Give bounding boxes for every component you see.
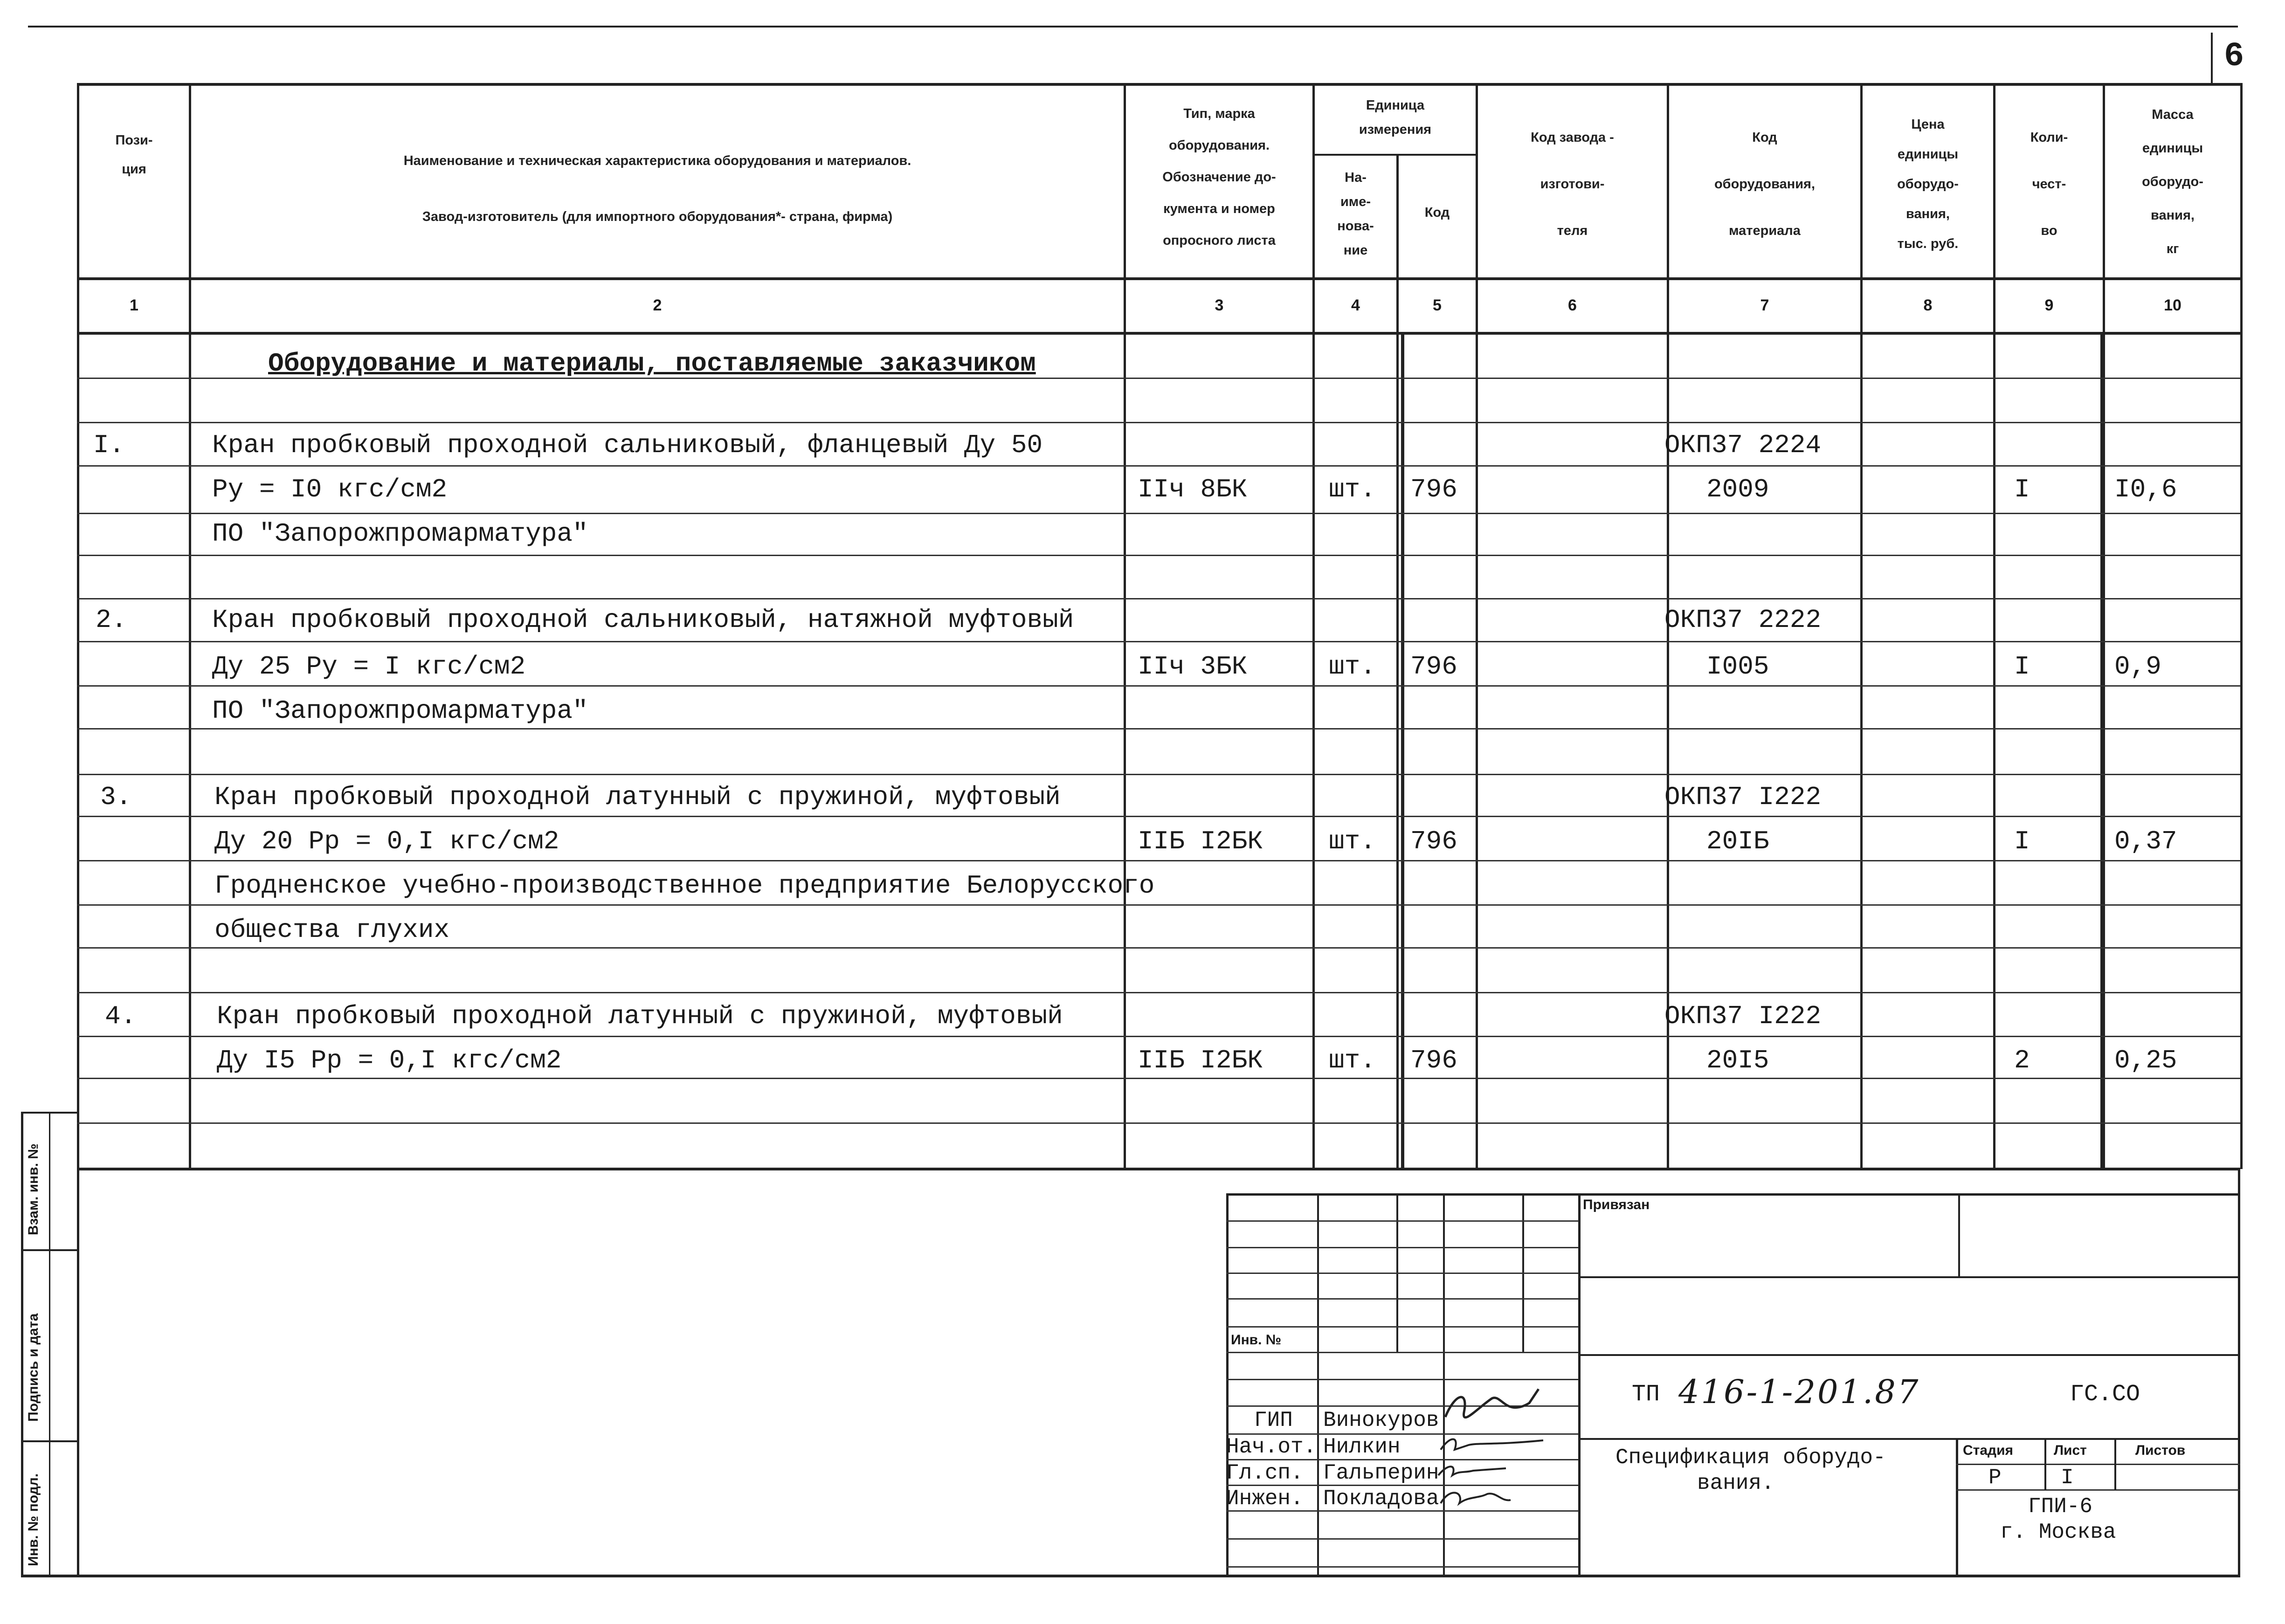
header-col3-line5: опросного листа bbox=[1163, 233, 1276, 248]
item2-name-line3: ПО "Запорожпромарматура" bbox=[212, 696, 588, 726]
header-col4-line2: имe- bbox=[1340, 194, 1371, 209]
header-col4-line3: нова- bbox=[1337, 219, 1374, 234]
header-col10 bbox=[2105, 98, 2240, 266]
header-col10-line1: Масса bbox=[2152, 107, 2194, 122]
header-col8-line3: оборудо- bbox=[1897, 177, 1959, 192]
row-line bbox=[77, 904, 2240, 906]
tb-row bbox=[1226, 1247, 1578, 1248]
side-stamp-line bbox=[21, 1575, 2240, 1577]
colnum-bottom-border bbox=[77, 332, 2240, 335]
item4-unit: шт. bbox=[1329, 1046, 1376, 1075]
tb-row bbox=[1226, 1352, 1578, 1353]
header-col8-line5: тыс. руб. bbox=[1897, 236, 1959, 251]
header-col8-line4: вания, bbox=[1906, 206, 1950, 221]
col-line-10 bbox=[2240, 83, 2243, 1169]
tb-code-bottom bbox=[1578, 1438, 2240, 1440]
header-col6 bbox=[1478, 114, 1667, 254]
item4-pos: 4. bbox=[105, 1001, 137, 1031]
section-title: Оборудование и материалы, поставляемые заказчиком bbox=[268, 349, 1036, 378]
unit-subheader-line bbox=[1312, 154, 1476, 156]
colnum-8: 8 bbox=[1923, 296, 1933, 314]
header-col4-line4: ние bbox=[1343, 243, 1368, 258]
header-bottom-border bbox=[77, 277, 2240, 280]
page-number-box-left bbox=[2211, 33, 2213, 84]
header-col6-line3: теля bbox=[1557, 223, 1588, 238]
side-stamp-mid bbox=[49, 1112, 50, 1576]
tb-row bbox=[1226, 1326, 1578, 1328]
item1-unit: шт. bbox=[1329, 475, 1376, 504]
colnum-2: 2 bbox=[653, 296, 662, 314]
header-col4 bbox=[1315, 165, 1396, 262]
signature-1 bbox=[1445, 1389, 1539, 1418]
header-col8-line2: единицы bbox=[1897, 147, 1959, 162]
item2-pos: 2. bbox=[96, 605, 127, 635]
signature-4 bbox=[1441, 1493, 1511, 1503]
item2-name-line2: Ду 25 Ру = I кгс/см2 bbox=[212, 652, 526, 681]
header-col2 bbox=[191, 133, 1124, 245]
item1-unit-code: 796 bbox=[1410, 475, 1457, 504]
tb-role-gip: ГИП bbox=[1254, 1408, 1293, 1432]
header-col9-line3: во bbox=[2041, 223, 2057, 238]
tb-top bbox=[1226, 1193, 2240, 1196]
tb-name-1: Винокуров bbox=[1323, 1408, 1439, 1432]
tb-stage-left bbox=[1956, 1438, 1958, 1576]
item4-name-line2: Ду I5 Рр = 0,I кгс/см2 bbox=[217, 1046, 562, 1075]
row-line bbox=[77, 555, 2240, 556]
header-col10-line2: единицы bbox=[2142, 141, 2203, 156]
colnum-9: 9 bbox=[2044, 296, 2054, 314]
tb-name-3: Гальперин bbox=[1323, 1461, 1439, 1485]
row-line bbox=[77, 685, 2240, 687]
item1-type: IIч 8БК bbox=[1138, 475, 1248, 504]
item4-type: IIБ I2БК bbox=[1138, 1046, 1263, 1075]
header-col1-line1: Пози- bbox=[115, 133, 153, 148]
signature-3 bbox=[1438, 1466, 1506, 1475]
tb-org-line1: ГПИ-6 bbox=[2028, 1494, 2093, 1519]
item1-name-line1: Кран пробковый проходной сальниковый, фланцевый Ду 50 bbox=[212, 430, 1043, 460]
col-line-1 bbox=[189, 83, 191, 1169]
header-col6-line2: изготови- bbox=[1540, 177, 1605, 192]
side-vzam-inv: Взам. инв. № bbox=[26, 1143, 41, 1235]
tb-name-2: Нилкин bbox=[1323, 1435, 1401, 1459]
item3-name-line4: общества глухих bbox=[214, 915, 450, 945]
tb-sheet-value: I bbox=[2061, 1466, 2074, 1490]
item3-type: IIБ I2БК bbox=[1138, 826, 1263, 856]
tb-stage-value: Р bbox=[1988, 1466, 2002, 1490]
tb-role-nach: Нач.от. bbox=[1226, 1435, 1317, 1459]
table-top-border bbox=[77, 83, 2240, 86]
tb-doc-code-hand: 416-1-201.87 bbox=[1678, 1373, 1920, 1411]
item2-mass: 0,9 bbox=[2114, 652, 2161, 681]
header-col10-line4: вания, bbox=[2151, 208, 2195, 223]
tb-sheets-label: Листов bbox=[2135, 1443, 2186, 1458]
header-col2-line2: Завод-изготовитель (для импортного оборудования*- страна, фирма) bbox=[422, 209, 893, 224]
row-line bbox=[77, 992, 2240, 993]
item1-name-line3: ПО "Запорожпромарматура" bbox=[212, 519, 588, 549]
row-line bbox=[77, 598, 2240, 599]
item4-unit-code: 796 bbox=[1410, 1046, 1457, 1075]
item3-code-line2: 20IБ bbox=[1706, 826, 1769, 856]
tb-name-4: Покладова bbox=[1323, 1486, 1439, 1511]
row-line bbox=[77, 513, 2240, 514]
item3-pos: 3. bbox=[100, 782, 132, 812]
row-line bbox=[77, 1036, 2240, 1037]
item3-name-line1: Кран пробковый проходной латунный с пружиной, муфтовый bbox=[214, 782, 1061, 812]
row-line bbox=[77, 422, 2240, 423]
row-line bbox=[77, 465, 2240, 467]
header-col3-line2: оборудования. bbox=[1168, 138, 1270, 153]
item4-qty: 2 bbox=[2014, 1046, 2030, 1075]
row-line bbox=[77, 860, 2240, 861]
row-line bbox=[77, 728, 2240, 729]
tb-privyazan: Привязан bbox=[1583, 1197, 1650, 1212]
tb-col-e bbox=[1578, 1193, 1581, 1576]
item3-code-line1: ОКП37 I222 bbox=[1664, 782, 1822, 812]
colnum-5: 5 bbox=[1433, 296, 1442, 314]
tb-doc-code: ТП bbox=[1632, 1381, 1660, 1408]
row-line bbox=[77, 774, 2240, 775]
item2-qty: I bbox=[2014, 652, 2030, 681]
item4-code-line2: 20I5 bbox=[1706, 1046, 1769, 1075]
item3-mass: 0,37 bbox=[2114, 826, 2177, 856]
tb-sheet-label: Лист bbox=[2054, 1443, 2087, 1458]
header-col8 bbox=[1863, 110, 1993, 259]
header-col9 bbox=[1995, 114, 2103, 254]
signature-2 bbox=[1441, 1439, 1543, 1450]
page-number: 6 bbox=[2224, 37, 2244, 76]
tb-privyazan-bottom bbox=[1578, 1276, 2240, 1278]
tb-row bbox=[1226, 1220, 1578, 1222]
header-col7-line1: Код bbox=[1752, 130, 1777, 145]
tb-stage-col1 bbox=[2044, 1438, 2046, 1490]
colnum-4: 4 bbox=[1351, 296, 1360, 314]
header-col9-line2: чест- bbox=[2032, 177, 2066, 192]
item3-unit: шт. bbox=[1329, 826, 1376, 856]
item1-code-line2: 2009 bbox=[1706, 475, 1769, 504]
header-col9-line1: Коли- bbox=[2030, 130, 2068, 145]
item4-code-line1: ОКП37 I222 bbox=[1664, 1001, 1822, 1031]
tb-inv-no: Инв. № bbox=[1231, 1332, 1282, 1348]
header-col10-line3: оборудо- bbox=[2142, 174, 2203, 189]
tb-left bbox=[1226, 1193, 1229, 1576]
row-line bbox=[77, 1078, 2240, 1079]
signatures bbox=[1436, 1380, 1576, 1524]
header-unit-group bbox=[1315, 93, 1476, 142]
tb-row bbox=[1226, 1273, 1578, 1274]
tb-col-a bbox=[1317, 1193, 1319, 1576]
item2-code-line1: ОКП37 2222 bbox=[1664, 605, 1822, 635]
row-line bbox=[77, 947, 2240, 949]
item2-unit-code: 796 bbox=[1410, 652, 1457, 681]
item3-name-line2: Ду 20 Рр = 0,I кгс/см2 bbox=[214, 826, 559, 856]
item3-name-line3: Гродненское учебно-производственное предприятие Белорусского bbox=[214, 871, 1155, 901]
frame-right bbox=[2238, 1168, 2240, 1577]
colnum-10: 10 bbox=[2164, 296, 2181, 314]
table-bottom-border bbox=[77, 1168, 2240, 1170]
colnum-1: 1 bbox=[130, 296, 138, 314]
item4-name-line1: Кран пробковый проходной латунный с пружиной, муфтовый bbox=[217, 1001, 1063, 1031]
item3-unit-code: 796 bbox=[1410, 826, 1457, 856]
colnum-3: 3 bbox=[1215, 296, 1224, 314]
tb-role-glsp: Гл.сп. bbox=[1226, 1461, 1304, 1485]
item4-mass: 0,25 bbox=[2114, 1046, 2177, 1075]
item2-unit: шт. bbox=[1329, 652, 1376, 681]
header-col5 bbox=[1399, 198, 1476, 227]
tb-stage-label: Стадия bbox=[1963, 1443, 2014, 1458]
header-col10-line5: кг bbox=[2166, 241, 2179, 256]
colnum-7: 7 bbox=[1760, 296, 1769, 314]
tb-stage-col2 bbox=[2114, 1438, 2116, 1490]
unit-code-left-bold bbox=[1401, 335, 1404, 1168]
top-rule bbox=[28, 26, 2238, 28]
header-col6-line1: Код завода - bbox=[1531, 130, 1614, 145]
item1-qty: I bbox=[2014, 475, 2030, 504]
tb-row bbox=[1226, 1538, 1578, 1540]
tb-title-line1: Спецификация оборудо- bbox=[1615, 1445, 1886, 1470]
tb-title-line2: вания. bbox=[1697, 1471, 1774, 1495]
tb-row bbox=[1226, 1298, 1578, 1300]
side-sign-date: Подпись и дата bbox=[26, 1313, 41, 1422]
header-col3-line3: Обозначение до- bbox=[1162, 170, 1276, 185]
tb-privyazan-div bbox=[1958, 1193, 1960, 1277]
tb-role-inzh: Инжен. bbox=[1226, 1486, 1304, 1511]
header-col4-line1: На- bbox=[1345, 170, 1367, 185]
item2-code-line2: I005 bbox=[1706, 652, 1769, 681]
header-col3-line1: Тип, марка bbox=[1183, 106, 1255, 121]
side-inv-podl: Инв. № подл. bbox=[26, 1473, 41, 1566]
header-unit-line1: Единица bbox=[1366, 98, 1425, 113]
header-col5-line1: Код bbox=[1424, 205, 1450, 220]
side-stamp-left bbox=[21, 1112, 23, 1576]
header-col8-line1: Цена bbox=[1911, 117, 1945, 132]
item1-name-line2: Ру = I0 кгс/см2 bbox=[212, 475, 448, 504]
row-line bbox=[77, 641, 2240, 642]
header-col1-line2: ция bbox=[122, 162, 146, 177]
row-line bbox=[77, 816, 2240, 817]
header-unit-line2: измерения bbox=[1359, 122, 1432, 137]
item2-name-line1: Кран пробковый проходной сальниковый, натяжной муфтовый bbox=[212, 605, 1074, 635]
item1-mass: I0,6 bbox=[2114, 475, 2177, 504]
header-col7-line2: оборудования, bbox=[1714, 177, 1816, 192]
header-col3-line4: кумента и номер bbox=[1163, 201, 1275, 216]
qty-right-bold bbox=[2100, 335, 2104, 1168]
item1-pos: I. bbox=[93, 430, 125, 460]
header-col7-line3: материала bbox=[1729, 223, 1801, 238]
colnum-6: 6 bbox=[1568, 296, 1577, 314]
item1-code-line1: ОКП37 2224 bbox=[1664, 430, 1822, 460]
tb-row bbox=[1226, 1566, 1578, 1568]
header-col3 bbox=[1126, 98, 1312, 256]
row-line bbox=[77, 1122, 2240, 1124]
header-col1 bbox=[79, 126, 189, 184]
tb-doc-suffix: ГС.СО bbox=[2070, 1381, 2140, 1408]
tb-mid-line bbox=[1578, 1354, 2240, 1356]
header-col7 bbox=[1669, 114, 1860, 254]
header-col2-line1: Наименование и техническая характеристика оборудования и материалов. bbox=[403, 153, 911, 168]
item2-type: IIч 3БК bbox=[1138, 652, 1248, 681]
tb-org-line2: г. Москва bbox=[2000, 1520, 2116, 1544]
item3-qty: I bbox=[2014, 826, 2030, 856]
